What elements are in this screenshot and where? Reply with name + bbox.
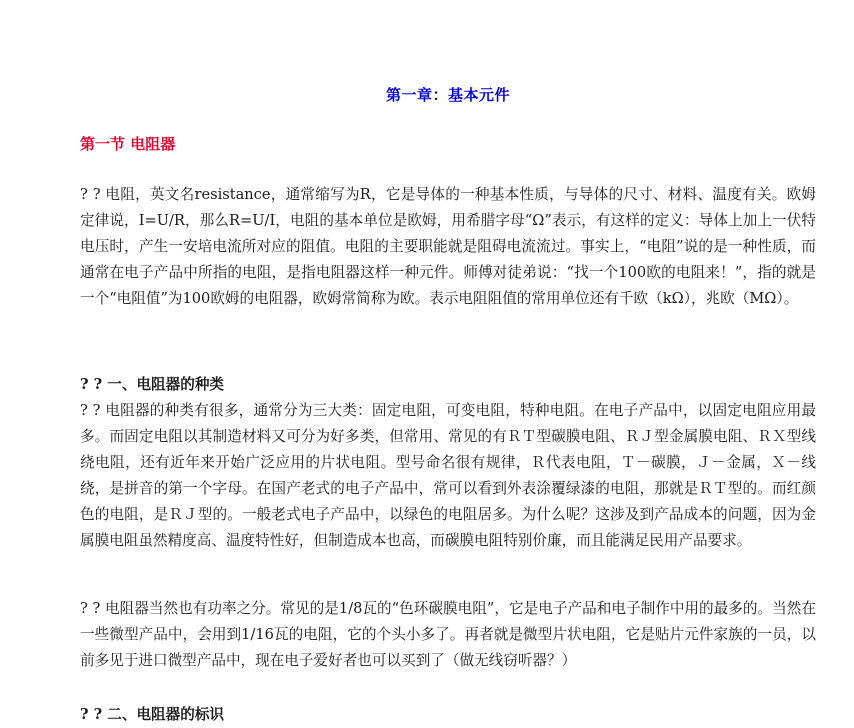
- subheading-resistor-types: ? ? 一、电阻器的种类: [80, 376, 225, 393]
- chapter-title: 第一章：基本元件: [385, 86, 510, 104]
- paragraph-intro: ? ? 电阻，英文名resistance，通常缩写为R，它是导体的一种基本性质，与导体的尺寸、材料、温度有关。欧姆定律说，I=U/R，那么R=U/I，电阻的基本单位是欧姆，用希腊字母“Ω”表示，有这样的定义：导体上加上一伏特电压时，产生一安培电流所对应的阻值。电阻的主要职能就是阻碍电流流过。事实上，“电阻”说的是一种性质，而通常在电子产品中所指的电阻，是指电阻器这样一种元件。师傅对徒弟说：“找一个100欧的电阻来！”，指的就是一个“电阻值”为100欧姆的电阻器，欧姆常简称为欧。表示电阻阻值的常用单位还有千欧（kΩ），兆欧（MΩ）。: [80, 186, 816, 307]
- paragraph-resistor-power: ? ? 电阻器当然也有功率之分。常见的是1/8瓦的“色环碳膜电阻”，它是电子产品和电子制作中用的最多的。当然在一些微型产品中，会用到1/16瓦的电阻，它的个头小多了。再者就是微型片状电阻，它是贴片元件家族的一员，以前多见于进口微型产品中，现在电子爱好者也可以买到了（做无线窃听器？）: [80, 600, 816, 669]
- paragraph-resistor-types: ? ? 电阻器的种类有很多，通常分为三大类：固定电阻，可变电阻，特种电阻。在电子产品中，以固定电阻应用最多。而固定电阻以其制造材料又可分为好多类，但常用、常见的有ＲＴ型碳膜电阻、ＲＪ型金属膜电阻、ＲＸ型线绕电阻，还有近年来开始广泛应用的片状电阻。型号命名很有规律，Ｒ代表电阻，Ｔ－碳膜，Ｊ－金属，Ｘ－线绕，是拼音的第一个字母。在国产老式的电子产品中，常可以看到外表涂覆绿漆的电阻，那就是ＲＴ型的。而红颜色的电阻，是ＲＪ型的。一般老式电子产品中，以绿色的电阻居多。为什么呢？这涉及到产品成本的问题，因为金属膜电阻虽然精度高、温度特性好，但制造成本也高，而碳膜电阻特别价廉，而且能满足民用产品要求。: [80, 402, 816, 549]
- subheading-resistor-marking: ? ? 二、电阻器的标识: [80, 706, 225, 723]
- section-title: 第一节 电阻器: [80, 135, 176, 153]
